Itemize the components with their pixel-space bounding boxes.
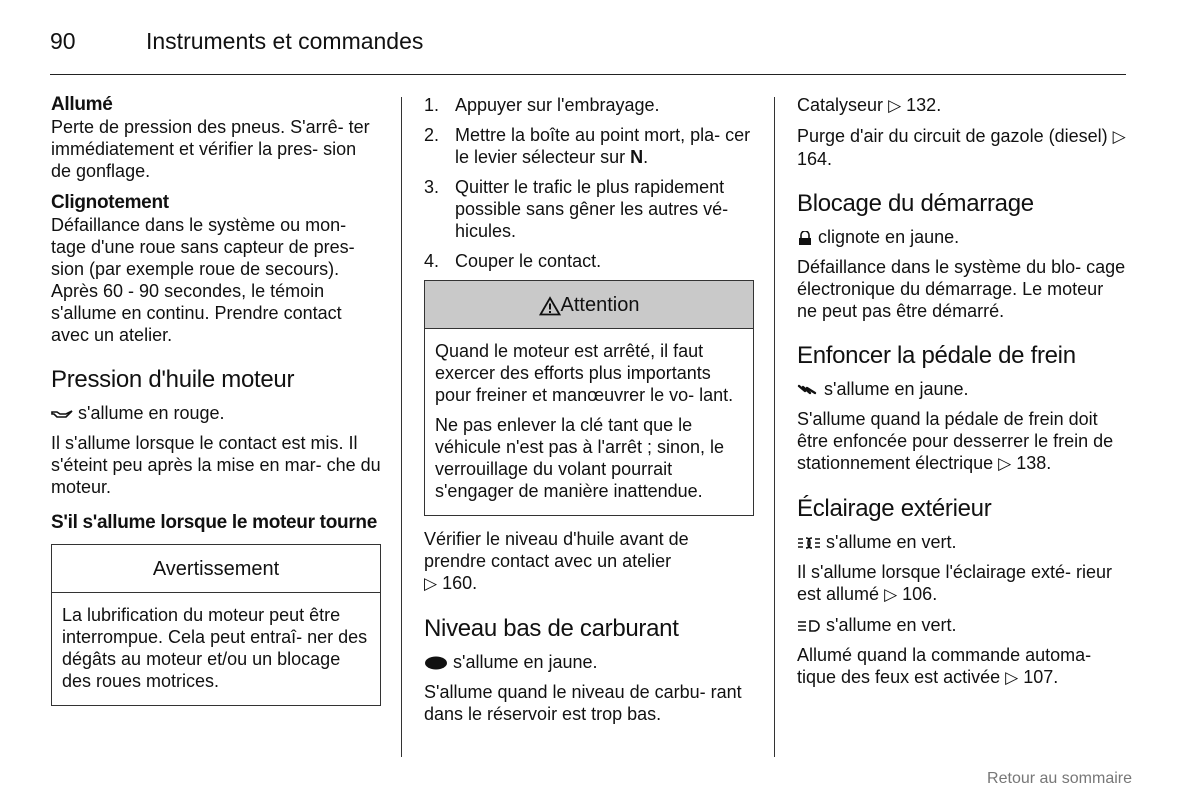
paragraph-text: Catalyseur — [797, 95, 884, 115]
indicator-text: s'allume en jaune. — [824, 379, 969, 399]
warning-triangle-icon — [539, 296, 561, 316]
list-item — [424, 94, 754, 116]
column-divider — [774, 97, 775, 757]
warning-title: Avertissement — [52, 545, 380, 593]
page-reference: 107. — [1023, 667, 1059, 687]
indicator-line — [797, 226, 1127, 248]
page-ref-arrow-icon: ▷ — [888, 96, 902, 115]
attention-text: Ne pas enlever la clé tant que le véhicule n'est pas à l'arrêt ; sinon, le verrouillage du volant pourrait s'engager de manière inattendue. — [435, 415, 725, 501]
step-number: 4. — [424, 251, 440, 271]
step-number: 3. — [424, 177, 440, 197]
subheading-flashing: Clignotement — [51, 192, 169, 213]
page-ref-arrow-icon: ▷ — [998, 454, 1012, 473]
section-heading-fuel: Niveau bas de carburant — [424, 615, 679, 642]
page-reference: 132. — [906, 95, 942, 115]
paragraph — [797, 561, 1127, 606]
step-text: Mettre la boîte au point mort, pla- cer le levier sélecteur sur — [455, 125, 751, 167]
page-ref-arrow-icon: ▷ — [1005, 668, 1019, 687]
indicator-text: s'allume en jaune. — [453, 652, 598, 672]
step-text: Appuyer sur l'embrayage. — [455, 95, 660, 115]
step-text: Quitter le trafic le plus rapidement possible sans gêner les autres vé- hicules. — [455, 177, 729, 241]
attention-title: Attention — [560, 294, 640, 316]
paragraph-text: Il s'allume lorsque l'éclairage exté- rieur est allumé — [797, 562, 1113, 604]
step-number: 1. — [424, 95, 440, 115]
step-bold: N — [630, 147, 644, 167]
oil-pressure-icon — [51, 408, 73, 420]
paragraph — [797, 94, 1127, 117]
paragraph — [797, 125, 1127, 170]
fuel-icon — [424, 656, 448, 670]
paragraph-text: Purge d'air du circuit de gazole (diesel) — [797, 126, 1108, 146]
indicator-line — [797, 378, 1127, 400]
page-reference: 138. — [1016, 453, 1052, 473]
indicator-text: s'allume en vert. — [826, 615, 957, 635]
page-number: 90 — [50, 28, 76, 54]
step-text: Couper le contact. — [455, 251, 602, 271]
section-heading-exterior-lights: Éclairage extérieur — [797, 495, 992, 522]
exterior-light-icon — [797, 536, 821, 550]
back-to-contents-link[interactable]: Retour au sommaire — [987, 770, 1132, 787]
page-reference: 106. — [902, 584, 938, 604]
page-header — [50, 24, 1126, 75]
page-reference: 164. — [797, 149, 833, 169]
section-heading-brake: Enfoncer la pédale de frein — [797, 342, 1076, 369]
subheading-lit: Allumé — [51, 94, 113, 115]
steps-list — [424, 94, 754, 272]
section-heading-oil: Pression d'huile moteur — [51, 366, 295, 393]
attention-body — [425, 329, 753, 515]
list-item — [424, 124, 754, 168]
paragraph: Défaillance dans le système du blo- cage électronique du démarrage. Le moteur ne peut pas être démarré. — [797, 257, 1126, 321]
indicator-line — [51, 402, 381, 424]
attention-text: Quand le moteur est arrêté, il faut exercer des efforts plus importants pour freiner et manœuvrer le vo- lant. — [435, 341, 734, 405]
indicator-text: s'allume en vert. — [826, 532, 957, 552]
column-right — [797, 94, 1127, 697]
warning-box — [51, 544, 381, 706]
indicator-line — [797, 531, 1127, 553]
attention-header — [425, 281, 753, 329]
paragraph: Perte de pression des pneus. S'arrê- ter immédiatement et vérifier la pres- sion de gonflage. — [51, 117, 370, 181]
page-ref-arrow-icon: ▷ — [424, 574, 438, 593]
indicator-text: s'allume en rouge. — [78, 403, 225, 423]
paragraph — [797, 408, 1127, 475]
paragraph: Défaillance dans le système ou mon- tage d'une roue sans capteur de pres- sion (par exemple roue de secours). Après 60 - 90 secondes, le témoin s'allume en continu. Prendre contact avec un atelier. — [51, 215, 355, 345]
section-heading-immobiliser: Blocage du démarrage — [797, 190, 1034, 217]
warning-text: La lubrification du moteur peut être interrompue. Cela peut entraî- ner des dégâts au moteur et/ou un blocage des roues motrices. — [62, 605, 368, 691]
step-number: 2. — [424, 125, 440, 145]
list-item — [424, 250, 754, 272]
column-middle — [424, 94, 754, 733]
paragraph — [424, 528, 754, 595]
page-ref-arrow-icon: ▷ — [1112, 127, 1126, 146]
warning-body — [52, 593, 380, 705]
subheading-running: S'il s'allume lorsque le moteur tourne — [51, 512, 377, 533]
paragraph — [797, 644, 1127, 689]
step-text: . — [643, 147, 649, 167]
page-reference: 160. — [442, 573, 478, 593]
column-left — [51, 94, 381, 706]
indicator-line — [424, 651, 754, 673]
indicator-text: clignote en jaune. — [818, 227, 960, 247]
immobiliser-icon — [797, 231, 813, 245]
brake-pedal-icon — [797, 383, 819, 397]
paragraph-text: Vérifier le niveau d'huile avant de prendre contact avec un atelier — [424, 529, 689, 571]
auto-light-icon — [797, 619, 821, 633]
paragraph-text: Allumé quand la commande automa- tique des feux est activée — [797, 645, 1092, 687]
page-ref-arrow-icon: ▷ — [884, 585, 898, 604]
page-title: Instruments et commandes — [146, 28, 424, 54]
paragraph-text: S'allume quand la pédale de frein doit être enfoncée pour desserrer le frein de stationnement électrique — [797, 409, 1114, 473]
attention-box — [424, 280, 754, 516]
paragraph: Il s'allume lorsque le contact est mis. Il s'éteint peu après la mise en mar- che du moteur. — [51, 433, 381, 497]
column-divider — [401, 97, 402, 757]
indicator-line — [797, 614, 1127, 636]
list-item — [424, 176, 754, 242]
paragraph: S'allume quand le niveau de carbu- rant dans le réservoir est trop bas. — [424, 682, 742, 724]
